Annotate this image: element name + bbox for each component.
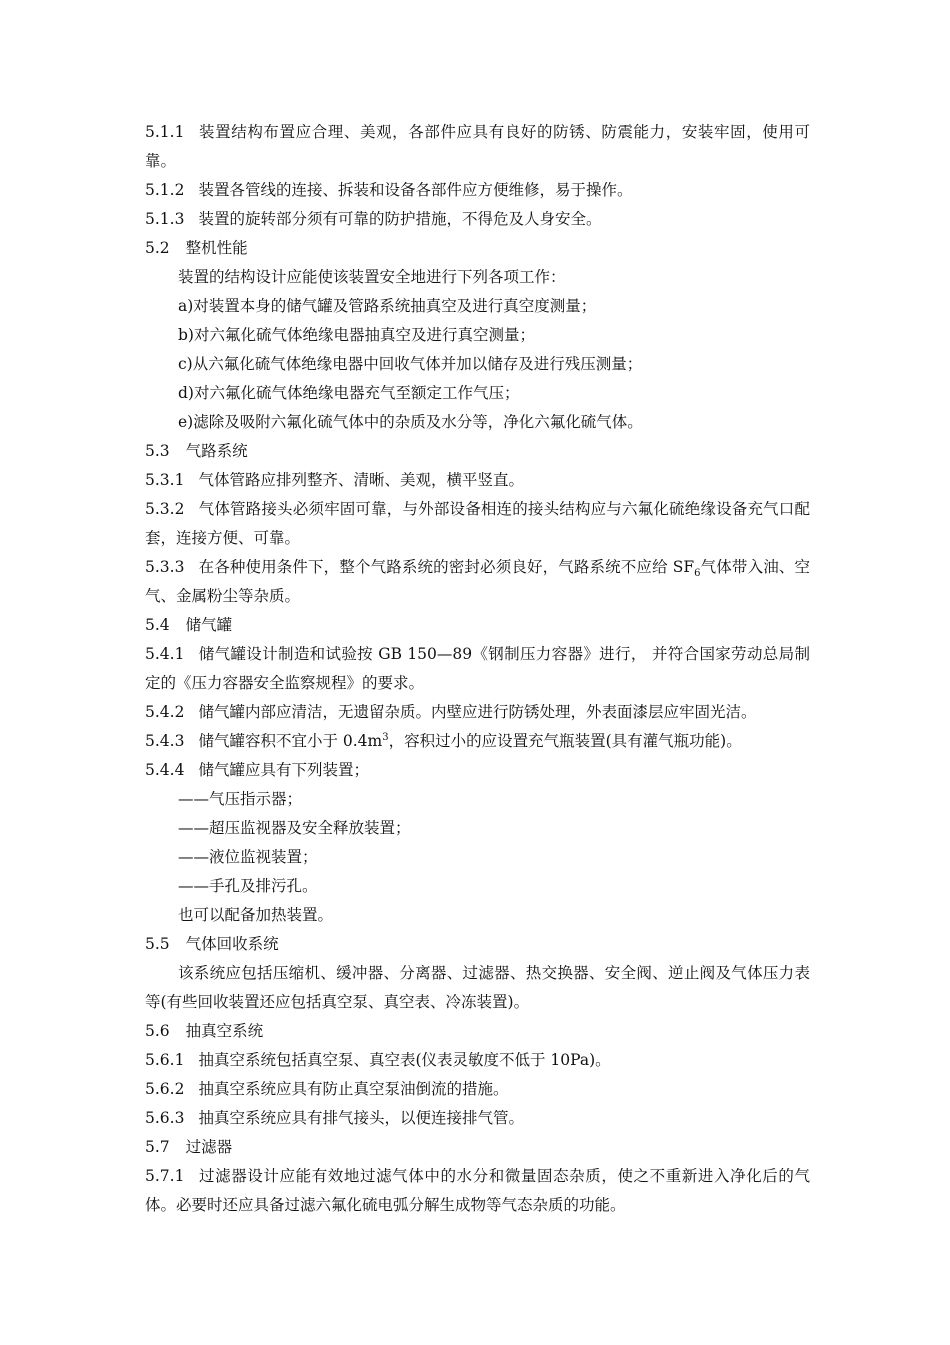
clause-text: 装置的旋转部分须有可靠的防护措施，不得危及人身安全。 xyxy=(198,210,602,228)
list-item-c: c)从六氟化硫气体绝缘电器中回收气体并加以储存及进行残压测量； xyxy=(178,355,643,373)
clause-number: 5.3.1 xyxy=(145,471,185,489)
clause-text: 气体管路接头必须牢固可靠，与外部设备相连的接头结构应与六氟化硫绝缘设备充气口配套，连接方便、可靠。 xyxy=(145,500,810,547)
section-5-4-heading xyxy=(145,611,810,640)
clause-5-4-1 xyxy=(145,640,810,698)
subscript: 6 xyxy=(694,568,701,580)
section-number: 5.7 xyxy=(145,1138,170,1156)
clause-5-7-1 xyxy=(145,1162,810,1220)
clause-5-4-2 xyxy=(145,698,810,727)
clause-number: 5.4.1 xyxy=(145,645,185,663)
list-item-b: b)对六氟化硫气体绝缘电器抽真空及进行真空测量； xyxy=(178,326,535,344)
clause-number: 5.6.2 xyxy=(145,1080,185,1098)
clause-5-6-2 xyxy=(145,1075,810,1104)
heating-note: 也可以配备加热装置。 xyxy=(178,906,334,924)
clause-5-4-3 xyxy=(145,727,810,756)
clause-text-a: 在各种使用条件下，整个气路系统的密封必须良好，气路系统不应给 SF xyxy=(198,558,695,576)
clause-number: 5.6.3 xyxy=(145,1109,185,1127)
document-body xyxy=(145,118,810,1220)
clause-5-1-2 xyxy=(145,176,810,205)
dash-item-pressure-indicator: ——气压指示器； xyxy=(178,790,303,808)
section-5-7-heading xyxy=(145,1133,810,1162)
dash-item-overpressure-monitor: ——超压监视器及安全释放装置； xyxy=(178,819,411,837)
list-item-a: a)对装置本身的储气罐及管路系统抽真空及进行真空度测量； xyxy=(178,297,597,315)
clause-text-b: ，容积过小的应设置充气瓶装置(具有灌气瓶功能)。 xyxy=(388,732,742,750)
dash-item-level-monitor: ——液位监视装置； xyxy=(178,848,318,866)
dash-item-handhole: ——手孔及排污孔。 xyxy=(178,877,318,895)
clause-text: 抽真空系统包括真空泵、真空表(仪表灵敏度不低于 10Pa)。 xyxy=(198,1051,611,1069)
section-number: 5.4 xyxy=(145,616,170,634)
clause-number: 5.1.2 xyxy=(145,181,185,199)
section-5-5-body: 该系统应包括压缩机、缓冲器、分离器、过滤器、热交换器、安全阀、逆止阀及气体压力表等(有些回收装置还应包括真空泵、真空表、冷冻装置)。 xyxy=(145,964,810,1011)
section-5-6-heading xyxy=(145,1017,810,1046)
clause-text: 气体管路应排列整齐、清晰、美观，横平竖直。 xyxy=(198,471,524,489)
clause-5-4-4 xyxy=(145,756,810,785)
section-title: 储气罐 xyxy=(185,616,233,634)
clause-number: 5.4.4 xyxy=(145,761,185,779)
section-title: 气体回收系统 xyxy=(185,935,279,953)
superscript: 3 xyxy=(382,731,389,743)
clause-text-b: 气体带入油、空气、金属粉尘等杂质。 xyxy=(145,558,810,605)
list-item-d: d)对六氟化硫气体绝缘电器充气至额定工作气压； xyxy=(178,384,520,402)
section-5-3-heading xyxy=(145,437,810,466)
clause-5-3-3 xyxy=(145,553,810,611)
clause-5-1-3 xyxy=(145,205,810,234)
section-title: 抽真空系统 xyxy=(185,1022,264,1040)
clause-number: 5.3.2 xyxy=(145,500,185,518)
clause-text: 抽真空系统应具有排气接头，以便连接排气管。 xyxy=(198,1109,524,1127)
clause-5-6-1 xyxy=(145,1046,810,1075)
clause-5-1-1 xyxy=(145,118,810,176)
section-title: 过滤器 xyxy=(185,1138,233,1156)
section-5-2-intro: 装置的结构设计应能使该装置安全地进行下列各项工作： xyxy=(178,268,566,286)
clause-text: 装置结构布置应合理、美观，各部件应具有良好的防锈、防震能力，安装牢固，使用可靠。 xyxy=(145,123,810,170)
section-number: 5.6 xyxy=(145,1022,170,1040)
clause-number: 5.4.2 xyxy=(145,703,185,721)
clause-5-3-1 xyxy=(145,466,810,495)
section-5-2-heading xyxy=(145,234,810,263)
section-title: 气路系统 xyxy=(185,442,248,460)
clause-number: 5.7.1 xyxy=(145,1167,185,1185)
section-title: 整机性能 xyxy=(185,239,248,257)
clause-text-a: 储气罐容积不宜小于 0.4m xyxy=(198,732,383,750)
list-item-e: e)滤除及吸附六氟化硫气体中的杂质及水分等，净化六氟化硫气体。 xyxy=(178,413,643,431)
clause-text: 储气罐应具有下列装置； xyxy=(198,761,369,779)
clause-number: 5.3.3 xyxy=(145,558,185,576)
clause-text: 装置各管线的连接、拆装和设备各部件应方便维修，易于操作。 xyxy=(198,181,633,199)
section-5-5-heading xyxy=(145,930,810,959)
section-number: 5.2 xyxy=(145,239,170,257)
clause-number: 5.6.1 xyxy=(145,1051,185,1069)
clause-number: 5.1.3 xyxy=(145,210,185,228)
section-number: 5.5 xyxy=(145,935,170,953)
clause-text: 储气罐内部应清洁，无遗留杂质。内壁应进行防锈处理，外表面漆层应牢固光洁。 xyxy=(198,703,757,721)
clause-5-6-3 xyxy=(145,1104,810,1133)
clause-number: 5.1.1 xyxy=(145,123,185,141)
clause-5-3-2 xyxy=(145,495,810,553)
clause-number: 5.4.3 xyxy=(145,732,185,750)
clause-text: 储气罐设计制造和试验按 GB 150—89《钢制压力容器》进行， 并符合国家劳动总局制定的《压力容器安全监察规程》的要求。 xyxy=(145,645,810,692)
clause-text: 抽真空系统应具有防止真空泵油倒流的措施。 xyxy=(198,1080,509,1098)
section-number: 5.3 xyxy=(145,442,170,460)
clause-text: 过滤器设计应能有效地过滤气体中的水分和微量固态杂质，使之不重新进入净化后的气体。必要时还应具备过滤六氟化硫电弧分解生成物等气态杂质的功能。 xyxy=(145,1167,810,1214)
